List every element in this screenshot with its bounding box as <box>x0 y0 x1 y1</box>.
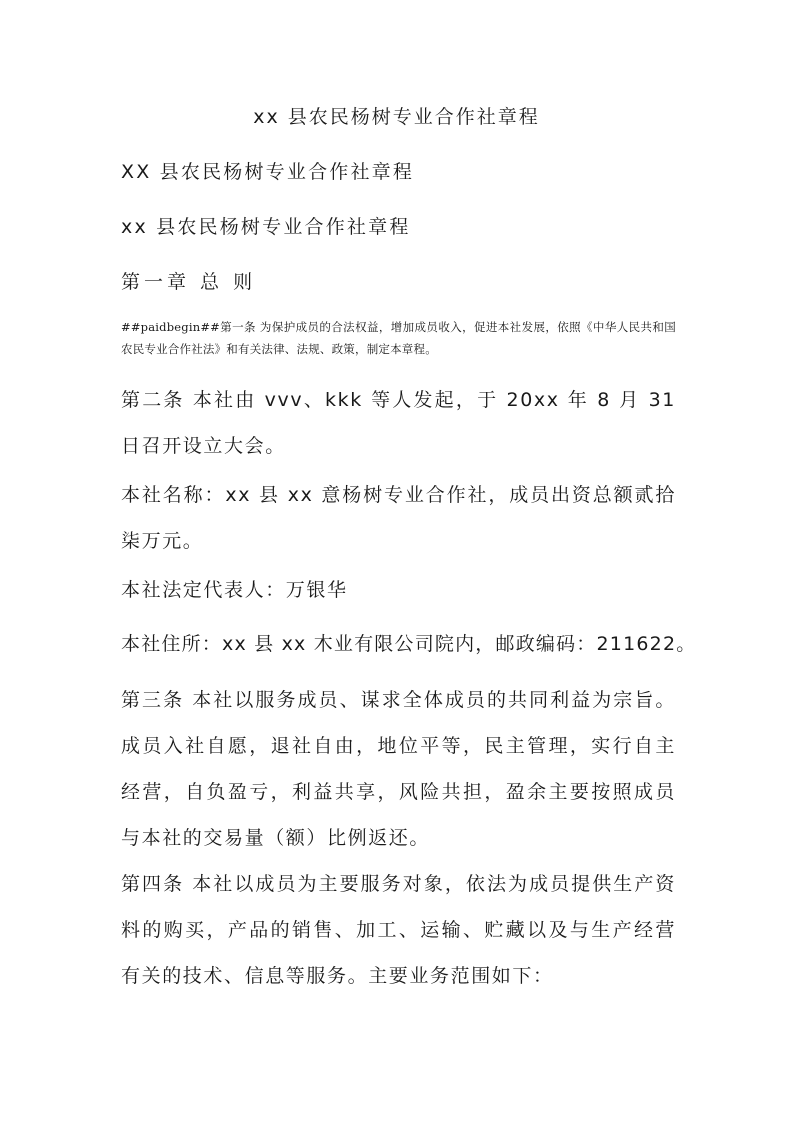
article-4-paragraph: 第四条 本社以成员为主要服务对象，依法为成员提供生产资料的购买，产品的销售、加工、运输、贮藏以及与生产经营有关的技术、信息等服务。主要业务范围如下： <box>121 873 676 987</box>
cooperative-name-paragraph: 本社名称：xx 县 xx 意杨树专业合作社，成员出资总额贰拾柒万元。 <box>121 484 676 552</box>
article-3-paragraph: 第三条 本社以服务成员、谋求全体成员的共同利益为宗旨。成员入社自愿，退社自由，地位平等，民主管理，实行自主经营，自负盈亏，利益共享，风险共担，盈余主要按照成员与本社的交易量（额）比例返还。 <box>121 689 676 849</box>
heading-lower: xx 县农民杨树专业合作社章程 <box>121 216 411 238</box>
document-title: xx 县农民杨树专业合作社章程 <box>253 106 540 128</box>
chapter-heading: 第一章 总 则 <box>121 271 257 293</box>
article-1-paragraph: ##paidbegin##第一条 为保护成员的合法权益，增加成员收入，促进本社发展，依照《中华人民共和国农民专业合作社法》和有关法律、法规、政策，制定本章程。 <box>121 320 676 356</box>
legal-representative-line: 本社法定代表人：万银华 <box>121 579 348 601</box>
article-2-paragraph: 第二条 本社由 vvv、kkk 等人发起，于 20xx 年 8 月 31 日召开设立大会。 <box>121 389 676 457</box>
heading-upper: XX 县农民杨树专业合作社章程 <box>121 161 415 183</box>
address-line: 本社住所：xx 县 xx 木业有限公司院内，邮政编码：211622。 <box>121 633 697 655</box>
